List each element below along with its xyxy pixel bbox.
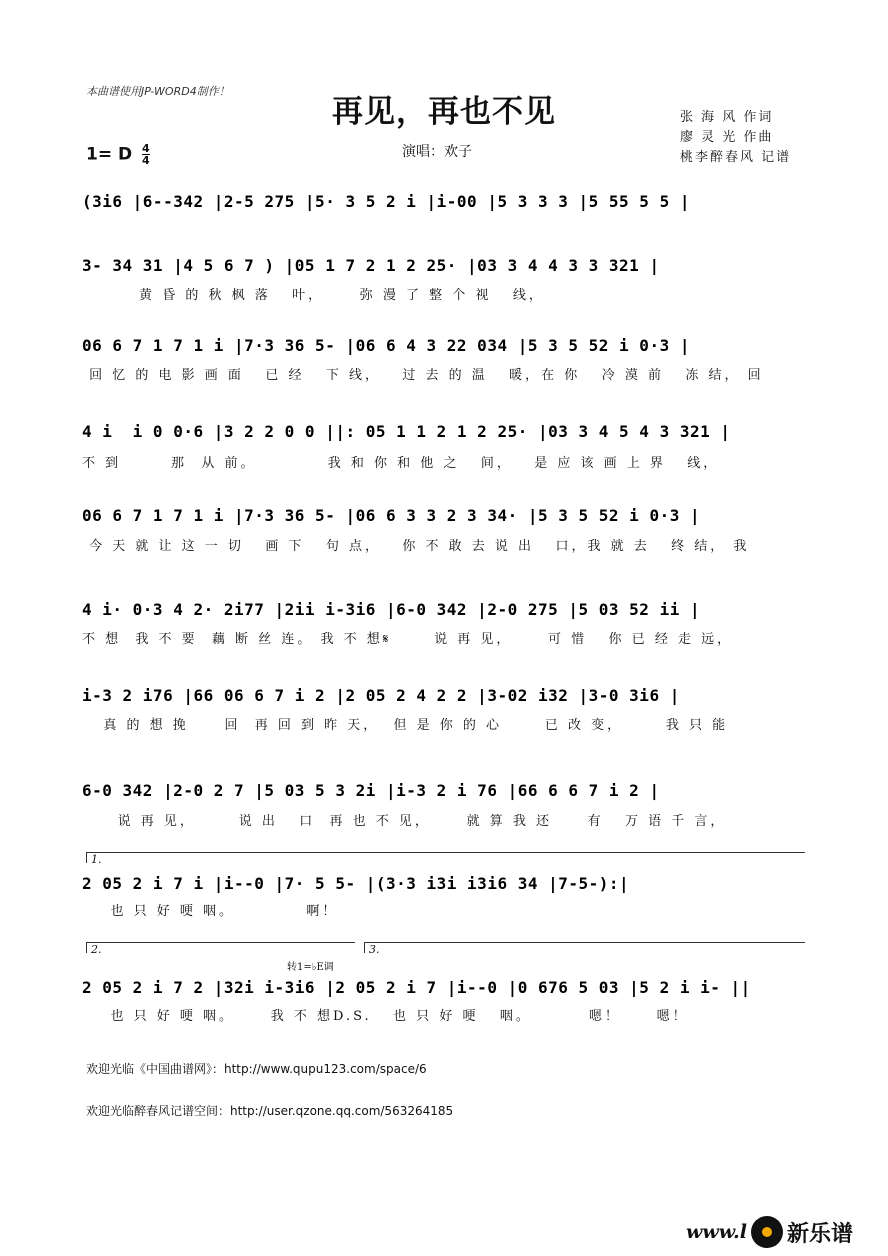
score-row-6-notes: 4 i· 0·3 4 2· 2i77 |2ii i-3i6 |6-0 342 |2-0 275 |5 03 52 ii | xyxy=(82,600,701,619)
footer-link-qzone[interactable]: 欢迎光临醉春风记谱空间：http://user.qzone.qq.com/563264185 xyxy=(86,1104,454,1118)
score-row-10-notes: 2 05 2 i 7 2 |32i i-3i6 |2 05 2 i 7 |i--0 |0 676 5 03 |5 2 i i- || xyxy=(82,978,751,997)
logo-name-text: 新乐谱 xyxy=(787,1221,854,1247)
key-signature xyxy=(86,143,150,166)
footer-link-qupu[interactable]: 欢迎光临《中国曲谱网》：http://www.qupu123.com/space/6 xyxy=(86,1062,427,1076)
song-title: 再见，再也不见 xyxy=(332,94,556,130)
score-row-5-notes: 06 6 7 1 7 1 i |7·3 36 5- |06 6 3 3 2 3 34· |5 3 5 52 i 0·3 | xyxy=(82,506,701,525)
key-label: 1= D xyxy=(86,144,133,165)
singer-credit: 演唱：欢子 xyxy=(402,144,472,160)
lyricist-credit: 张 海 风 作词 xyxy=(680,110,774,125)
score-row-3-lyrics: 回 忆 的 电 影 画 面 已 经 下 线， 过 去 的 温 暖，在 你 冷 漠 前 冻 结， 回 xyxy=(82,368,764,383)
software-credit-note: 本曲谱使用JP-WORD4制作！ xyxy=(86,85,230,98)
third-ending-bracket xyxy=(364,942,805,956)
score-row-1-notes: (3i6 |6--342 |2-5 275 |5· 3 5 2 i |i-00 |5 3 3 3 |5 55 5 5 | xyxy=(82,192,690,211)
key-change-marker: 转1=♭E调 xyxy=(287,962,334,973)
site-logo[interactable] xyxy=(686,1212,853,1252)
logo-www-text: www.l xyxy=(686,1221,747,1243)
score-row-4-lyrics: 不 到 那 从 前。 我 和 你 和 他 之 间， 是 应 该 画 上 界 线， xyxy=(82,456,720,471)
score-row-4-notes: 4 i i 0 0·6 |3 2 2 0 0 ||: 05 1 1 2 1 2 25· |03 3 4 5 4 3 321 | xyxy=(82,422,731,441)
score-row-3-notes: 06 6 7 1 7 1 i |7·3 36 5- |06 6 4 3 22 034 |5 3 5 52 i 0·3 | xyxy=(82,336,690,355)
second-ending-label: 2. xyxy=(91,943,102,956)
first-ending-bracket xyxy=(86,852,805,866)
score-row-6-lyrics: 不 想 我 不 要 藕 断 丝 连。 我 不 想𝄋 说 再 见， 可 惜 你 已 经 走 远， xyxy=(82,632,734,647)
score-row-2-notes: 3- 34 31 |4 5 6 7 ) |05 1 7 2 1 2 25· |03 3 4 4 3 3 321 | xyxy=(82,256,660,275)
score-row-9-notes: 2 05 2 i 7 i |i--0 |7· 5 5- |(3·3 i3i i3i6 34 |7-5-):| xyxy=(82,874,630,893)
score-row-7-lyrics: 真 的 想 挽 回 再 回 到 昨 天， 但 是 你 的 心 已 改 变， 我 只 能 xyxy=(82,718,729,733)
second-ending-bracket xyxy=(86,942,355,956)
credits-block xyxy=(680,108,791,168)
score-row-9-lyrics: 也 只 好 哽 咽。 啊！ xyxy=(82,904,339,919)
time-top: 4 xyxy=(142,142,150,155)
score-row-8-lyrics: 说 再 见， 说 出 口 再 也 不 见， 就 算 我 还 有 万 语 千 言， xyxy=(82,814,727,829)
score-row-8-notes: 6-0 342 |2-0 2 7 |5 03 5 3 2i |i-3 2 i 76 |66 6 6 7 i 2 | xyxy=(82,781,660,800)
first-ending-label: 1. xyxy=(91,853,102,866)
vinyl-disc-icon xyxy=(751,1216,783,1248)
composer-credit: 廖 灵 光 作曲 xyxy=(680,130,774,145)
time-signature xyxy=(142,143,150,166)
score-row-5-lyrics: 今 天 就 让 这 一 切 画 下 句 点， 你 不 敢 去 说 出 口，我 就 去 终 结， 我 xyxy=(82,539,750,554)
time-bottom: 4 xyxy=(142,154,150,167)
score-row-10-lyrics: 也 只 好 哽 咽。 我 不 想D.S. 也 只 好 哽 咽。 嗯！ 嗯！ xyxy=(82,1009,689,1024)
third-ending-label: 3. xyxy=(369,943,380,956)
score-row-7-notes: i-3 2 i76 |66 06 6 7 i 2 |2 05 2 4 2 2 |3-02 i32 |3-0 3i6 | xyxy=(82,686,680,705)
score-row-2-lyrics: 黄 昏 的 秋 枫 落 叶， 弥 漫 了 整 个 视 线， xyxy=(82,288,545,303)
transcriber-credit: 桃李醉春风 记谱 xyxy=(680,150,792,165)
